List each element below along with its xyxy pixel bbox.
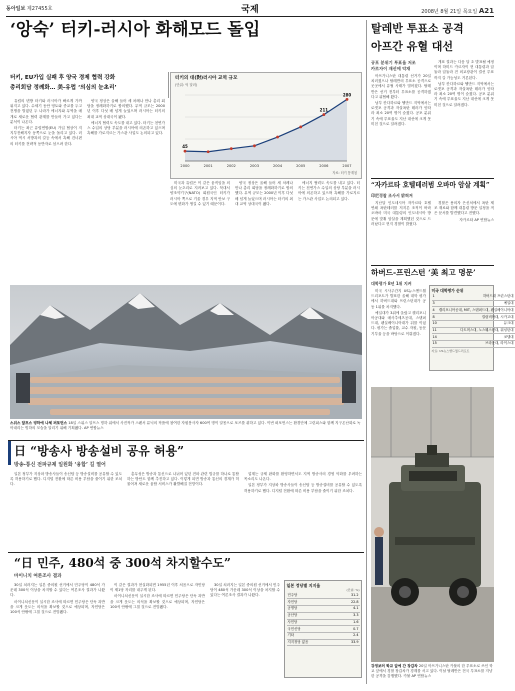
table-cell: 자민당 <box>287 599 338 606</box>
lead-body-col-3 <box>170 181 230 281</box>
chart-source: 자료: 터키 통계청 <box>332 171 357 176</box>
photo-caption-text: 18일 스위스 알프스 빙하 위에서 사진작가 스펜서 튜닉의 작품에 참여한 자원봉사자 600여 명이 알몸으로 포즈를 취하고 있다. 이번 퍼포먼스는 환경단체 그린피스와 함께 지구온난화로 녹아내리는 빙하의 모습을 알리기 위해 기획됐다. <box>10 421 361 430</box>
afghan-kicker <box>371 60 433 72</box>
table-cell: 11 <box>432 327 437 332</box>
armored-vehicle-caption <box>371 664 494 679</box>
ranking-row <box>432 341 515 348</box>
headline-marker <box>8 441 11 465</box>
ranking-row <box>432 327 515 334</box>
paper-name: 동아일보 <box>6 6 26 12</box>
party-row <box>287 619 360 626</box>
chart-point <box>230 147 233 150</box>
table-cell: 8 <box>432 314 438 321</box>
table-cell: 캘리포니아공대, MIT, 스탠퍼드대, 펜실베이니아대 <box>438 307 514 312</box>
party-row <box>287 612 360 619</box>
glacier-photo-caption <box>10 421 362 431</box>
chart-x-tick-label: 2005 <box>296 164 306 168</box>
chart-x-tick-label: 2001 <box>203 164 213 168</box>
photo-caption-title: 스위스 알프스 빙하에 나체 퍼포먼스 <box>10 421 68 425</box>
harvard-paragraph: 예일대가 3위에 올랐고 캘리포니아공대와 매사추세츠공대, 스탠퍼드대, 펜실베이니아대가 뒤를 이었다. 평가는 졸업률, 교수 자원, 동문 기부율 등을 바탕으로 이뤄졌다. <box>371 310 426 336</box>
table-cell: 4 <box>432 307 438 314</box>
party-row <box>287 632 360 639</box>
table-cell: 15 <box>432 341 437 346</box>
table-cell: 사민당 <box>287 619 338 626</box>
party-row <box>287 626 360 633</box>
party-table-title: 일본 정당별 지지율 <box>286 582 321 588</box>
afghan-body-col-2 <box>434 60 494 176</box>
lead-body-col-5 <box>298 181 360 281</box>
chart-point <box>299 126 302 129</box>
jakarta-credit: 자카르타 AP 연합뉴스 <box>459 217 494 222</box>
japan-body-col-2 <box>110 583 205 683</box>
page-number: A21 <box>478 7 494 15</box>
afghan-headline-1: 탈레반 투표소 공격 <box>371 22 464 35</box>
masthead <box>6 4 494 17</box>
ranking-table <box>432 294 515 348</box>
japan-election-kicker: 마이니치 여론조사 결과 <box>14 574 62 579</box>
armored-caption-title: 강정보러 학교 앞에 간 장갑차 <box>371 664 418 668</box>
lead-paragraph: 미국과 유럽은 이 같은 움직임을 의심의 눈초리로 지켜보고 있다. 북대서양조약기구(NATO) 회원국인 터키가 러시아 쪽으로 기울 경우 지역 안보 구도에 변화가 생길 수 있기 때문이다. <box>170 181 230 206</box>
lead-body-col-4 <box>235 181 293 281</box>
party-row <box>287 639 360 646</box>
table-cell: 코넬대 <box>438 334 515 341</box>
masthead-right <box>421 6 494 16</box>
afghan-paragraph: 남부 칸다하르와 헬만드 지역에서는 로켓포 공격과 자살폭탄 테러가 잇따라 최소 20여 명이 숨졌다. 공포 분위기 속에 투표율도 지난 대선에 크게 못 미친 것으로 알려졌다. <box>434 81 494 107</box>
afghan-headline-2: 아프간 유혈 대선 <box>371 40 454 53</box>
party-table-unit: (단위: %) <box>346 588 360 593</box>
broadcast-body-col-1 <box>10 472 122 550</box>
party-row <box>287 599 360 606</box>
harvard-paragraph: 미국 시사주간지 US뉴스앤드월드리포트가 발표한 올해 대학 평가에서 하버드대와 프린스턴대가 공동 1위를 차지했다. <box>371 289 426 309</box>
jakarta-body-col-1 <box>371 201 431 263</box>
afghan-kicker-line-1: 공포 분위기 투표율 저조 <box>371 60 416 65</box>
chart-point <box>184 150 187 153</box>
jakarta-body-col-2 <box>434 201 494 263</box>
chart-unit: (단위: 억 달러) <box>175 83 198 87</box>
right-column-divider <box>366 20 367 684</box>
lead-subtitle-2: 총리회담 정례화… 美-유럽 ‘의심의 눈초리’ <box>10 85 117 91</box>
trade-chart-box <box>170 72 362 179</box>
afghan-paragraph: 아프가니스탄 대통령 선거가 20일 치러졌으나 탈레반의 투표소 공격으로 곳곳에서 유혈 사태가 벌어졌다. 탈레반은 선거 전부터 투표소를 공격하겠다고 위협해 왔다. <box>371 74 431 99</box>
issue-number: 제27455호 <box>26 6 53 12</box>
section-rule <box>371 178 494 179</box>
photo-credit: AP 연합뉴스 <box>83 425 104 430</box>
afghan-paragraph: 남부 칸다하르와 헬만드 지역에서는 로켓포 공격과 자살폭탄 테러가 잇따라 최소 20여 명이 숨졌다. 공포 분위기 속에 투표율도 지난 대선에 크게 못 미친 것으로 알려졌다. <box>371 101 431 126</box>
ranking-table-title: 미국 대학평가 순위 <box>431 287 464 293</box>
chart-x-tick-label: 2006 <box>319 164 329 168</box>
table-cell: 하버드대 프린스턴대 <box>438 294 515 300</box>
table-cell: 0.7 <box>338 626 360 633</box>
afghan-paragraph: 개표 결과는 다음 달 초 발표될 예정이며 하미드 카르자이 현 대통령과 압둘라 압둘라 전 외교장관이 결선 투표까지 갈 가능성도 거론된다. <box>434 60 494 80</box>
chart-data-label: 45 <box>182 144 188 150</box>
table-cell: 지지정당 없음 <box>287 639 338 646</box>
chart-x-tick-label: 2007 <box>342 164 352 168</box>
chart-point <box>253 144 256 147</box>
ranking-row <box>432 314 515 321</box>
chart-title: 터키의 대(對)러시아 교역 규모 <box>175 76 238 81</box>
section-name: 국제 <box>241 5 259 15</box>
jakarta-kicker: 印尼경찰 조사서 밝혀져 <box>371 193 413 198</box>
table-cell: 14 <box>432 334 437 339</box>
lead-paragraph: 에너지 협력도 속도를 내고 있다. 터키는 천연가스 수입의 상당 부분을 러시아에 의존하고 있으며 흑해를 가로지르는 가스관 사업도 논의되고 있다. <box>298 181 360 201</box>
broadcast-paragraph: 일본 정부가 지상파 방송사들이 송신탑 등 방송설비를 공유할 수 있도록 허용하기로 했다. 디지털 전환에 따른 비용 부담을 줄이기 위한 조치다. <box>244 483 362 493</box>
broadcast-kicker: 방송-통신 전파규제 일원화 ‘융합’ 길 열어 <box>14 462 106 468</box>
party-support-table <box>287 593 360 647</box>
table-cell: 컬럼비아대, 시카고대 <box>438 314 515 321</box>
chart-point <box>322 113 325 116</box>
lead-paragraph: 양국 정상은 올해 들어 세 차례나 만나 총리 회담을 정례화하기로 합의했다. 무역 규모는 2000년 이후 다섯 배 넘게 늘었으며 러시아는 터키의 최대 교역 상대국이 됐다. <box>87 99 165 119</box>
lead-paragraph: 유럽의 변방 터키와 러시아가 빠르게 가까워지고 있다. 수세기 동안 영토와 종교를 두고 전쟁을 벌였던 두 나라가 에너지와 무역을 매개로 새로운 협력 관계를 만들어 가고 있다는 분석이 나온다. <box>10 99 82 124</box>
table-cell: 공명당 <box>287 606 338 613</box>
table-cell: 브라운대, 라이스대 <box>438 341 515 348</box>
table-cell: 3.3 <box>338 612 360 619</box>
armored-caption-text: 20일 아프가니스탄 카불의 한 투표소로 쓰인 학교 앞에서 경찰 장갑차가 경계를 서고 있다. 이날 탈레반은 전국 투표소를 겨냥한 공격을 감행했다. <box>371 664 493 678</box>
jakarta-headline: “자카르타 호텔테러범 오바마 암살 계획” <box>371 181 490 189</box>
ranking-table-source: 자료: US뉴스앤드월드리포트 <box>431 348 470 353</box>
lead-paragraph: 터키는 최근 유럽연합(EU) 가입 협상이 지지부진해지자 동쪽으로 눈을 돌리고 있다. 러시아 역시 서방과의 갈등 속에서 흑해 건너편의 터키를 전략적 동반자로 삼으려 한다. <box>10 126 82 146</box>
lead-body-col-2 <box>87 99 165 281</box>
armored-vehicle-photo <box>371 387 494 662</box>
table-cell: 22.8 <box>338 599 360 606</box>
chart-point <box>346 98 349 101</box>
section-rule <box>371 265 494 266</box>
chart-data-label: 280 <box>342 92 352 98</box>
table-cell: 3 <box>432 300 438 307</box>
ranking-row <box>432 300 515 307</box>
harvard-headline: 하버드-프린스턴 ‘美 최고 명문’ <box>371 268 476 277</box>
table-cell: 33.9 <box>338 639 360 646</box>
party-support-table-box <box>284 580 362 678</box>
japan-paragraph: 30일 치러지는 일본 중의원 선거에서 민주당이 480석 가운데 300석 이상을 차지할 수 있다는 여론조사 결과가 나왔다. <box>210 583 280 598</box>
chart-data-label: 211 <box>319 107 329 113</box>
broadcast-headline: 日 “방송사 방송설비 공유 허용” <box>14 444 185 458</box>
lead-paragraph: 에너지 협력도 속도를 내고 있다. 터키는 천연가스 수입의 상당 부분을 러시아에 의존하고 있으며 흑해를 가로지르는 가스관 사업도 논의되고 있다. <box>87 120 165 136</box>
lead-subtitle-1: 터키, EU가입 실패 후 양국 경제 협력 강화 <box>10 75 116 81</box>
japan-election-headline: “日 민주, 480석 중 300석 차지할수도” <box>14 556 231 570</box>
ranking-row <box>432 320 515 327</box>
table-cell: 공산당 <box>287 612 338 619</box>
afghan-body-col-1 <box>371 74 431 176</box>
table-cell: 4.1 <box>338 606 360 613</box>
table-cell: 듀크대 <box>438 320 515 327</box>
broadcast-paragraph: 업계는 규제 완화를 환영하면서도 지역 방송사의 경영 악화를 우려하는 목소리도 나온다. <box>244 472 362 482</box>
section-rule <box>8 440 364 441</box>
harvard-kicker: 대학평가 8년 1위 지켜 <box>371 281 412 286</box>
issue-date: 2008년 8월 21일 목요일 <box>421 9 478 15</box>
glacier-photo-illustration <box>10 285 362 419</box>
trade-line-chart <box>171 73 361 178</box>
armored-vehicle-illustration <box>371 387 494 662</box>
broadcast-paragraph: 총무성은 방송과 통신으로 나뉘어 있던 전파 관련 법규를 하나로 통합하는 방안도 함께 추진하고 있다. 이렇게 되면 방송과 통신의 경계가 허물어져 새로운 융합 서비스가 활발해질 전망이다. <box>127 472 239 487</box>
lead-body-col-1 <box>10 99 82 281</box>
table-cell: 1.6 <box>338 619 360 626</box>
glacier-photo <box>10 285 362 419</box>
lead-paragraph: 양국 정상은 올해 들어 세 차례나 만나 총리 회담을 정례화하기로 합의했다. 무역 규모는 2000년 이후 다섯 배 넘게 늘었으며 러시아는 터키의 최대 교역 상대국이 됐다. <box>235 181 293 206</box>
japan-body-col-1 <box>10 583 105 683</box>
jakarta-paragraph: 지난달 인도네시아 자카르타 호텔 연쇄 폭탄테러를 저지른 조직이 버락 오바마 미국 대통령의 인도네시아 방문에 맞춰 암살을 계획했던 것으로 드러났다고 현지 경찰이 밝혔다. <box>371 201 431 226</box>
table-cell: 기타 <box>287 632 338 639</box>
ranking-row <box>432 307 515 314</box>
table-cell: 10 <box>432 321 437 326</box>
table-cell: 민주당 <box>287 593 338 599</box>
harvard-ranking-table-box <box>429 285 514 371</box>
party-row <box>287 606 360 613</box>
harvard-body <box>371 289 426 384</box>
chart-point <box>207 150 210 153</box>
broadcast-paragraph: 일본 정부가 지상파 방송사들이 송신탑 등 방송설비를 공유할 수 있도록 허용하기로 했다. 디지털 전환에 따른 비용 부담을 줄이기 위한 조치다. <box>10 472 122 487</box>
japan-paragraph: 이 같은 결과가 현실화되면 1955년 이후 처음으로 자민당이 제1당 자리를 내주게 된다. <box>110 583 205 593</box>
table-cell: 31.2 <box>338 593 360 599</box>
table-cell: 1 <box>432 294 438 300</box>
jakarta-paragraph: 경찰은 용의자 은신처에서 폭탄 제조 재료와 함께 대통령 방문 일정을 적은 문서를 발견했다고 전했다. <box>434 201 494 216</box>
lead-headline: ‘앙숙’ 터키-러시아 화해모드 돌입 <box>10 20 261 40</box>
broadcast-body-col-2 <box>127 472 239 550</box>
japan-paragraph: 30일 치러지는 일본 중의원 선거에서 민주당이 480석 가운데 300석 이상을 차지할 수 있다는 여론조사 결과가 나왔다. <box>10 583 105 598</box>
japan-body-col-3 <box>210 583 280 683</box>
japan-paragraph: 마이니치신문이 실시한 조사에 따르면 민주당은 단독 과반을 크게 웃도는 의석을 확보할 것으로 예상되며, 자민당은 100석 안팎에 그칠 것으로 전망됐다. <box>110 594 205 609</box>
chart-x-tick-label: 2004 <box>272 164 283 168</box>
table-cell: 2.4 <box>338 632 360 639</box>
chart-point <box>276 136 279 139</box>
broadcast-body-col-3 <box>244 472 362 550</box>
armored-caption-credit: 카불 AP 연합뉴스 <box>403 673 432 678</box>
chart-x-tick-label: 2002 <box>226 164 236 168</box>
chart-x-tick-label: 2000 <box>180 164 190 168</box>
afghan-kicker-line-2: 카르자이 재선에 악재 <box>371 66 411 72</box>
section-rule <box>8 552 364 553</box>
subtitle-divider <box>168 72 169 98</box>
table-cell: 다트머스대, 노스웨스턴대, 워싱턴대 <box>438 327 515 334</box>
table-cell: 예일대 <box>438 300 515 307</box>
ranking-row <box>432 334 515 341</box>
table-cell: 국민신당 <box>287 626 338 633</box>
japan-paragraph: 마이니치신문이 실시한 조사에 따르면 민주당은 단독 과반을 크게 웃도는 의석을 확보할 것으로 예상되며, 자민당은 100석 안팎에 그칠 것으로 전망됐다. <box>10 599 105 615</box>
chart-x-tick-label: 2003 <box>249 164 260 168</box>
